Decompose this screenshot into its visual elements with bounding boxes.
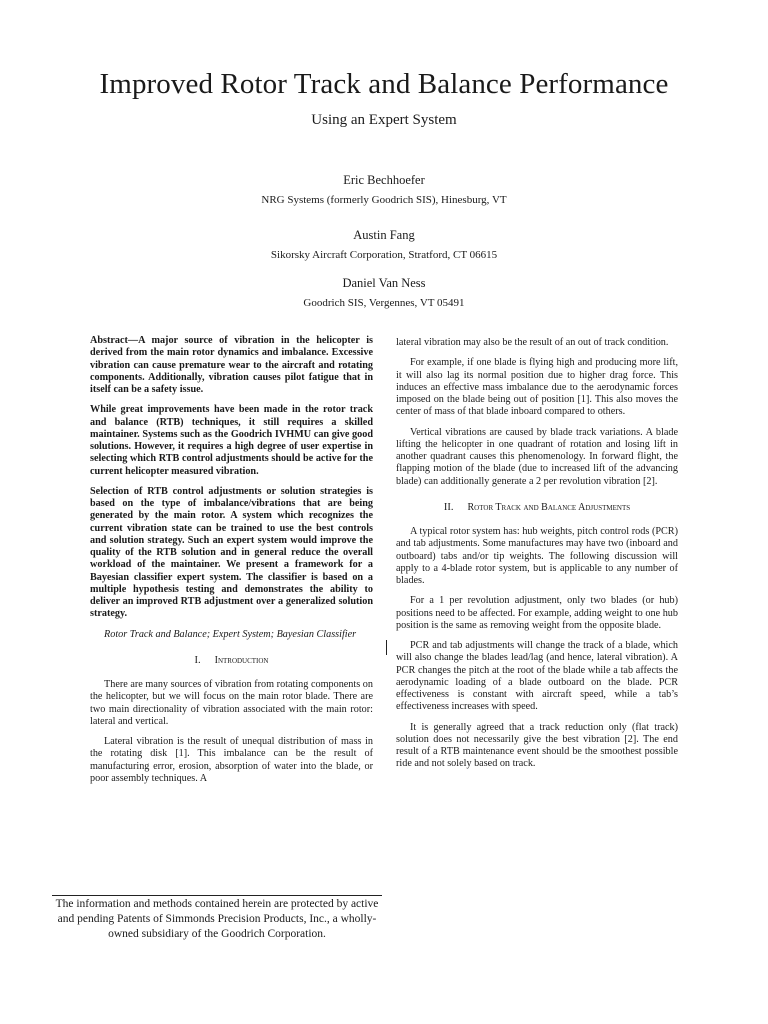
author-name: Daniel Van Ness [342,276,426,290]
author-affiliation: Goodrich SIS, Vergennes, VT 05491 [303,297,465,309]
footnote-divider [52,895,382,896]
section-number: I. [194,654,201,666]
body-paragraph: It is generally agreed that a track reduction only (flat track) solution does not necessarily give the best vibration [2]. The end result of a RTB maintenance event should be the smoothest possible ride and not solely based on track. [396,721,678,770]
section-title: Introduction [214,654,269,666]
author-affiliation: Sikorsky Aircraft Corporation, Stratford, CT 06615 [270,249,498,261]
body-paragraph: Lateral vibration is the result of unequal distribution of mass in the rotating disk [1]. This imbalance can be the result of manufacturing error, erosion, absorption of water into the blade, or poor assembly techniques. A [90,736,373,784]
footnote: The information and methods contained herein are protected by active and pending Patents of Simmonds Precision Products, Inc., a wholly-owned subsidiary of the Goodrich Corporation. [55,898,379,940]
keywords: Rotor Track and Balance; Expert System; Bayesian Classifier [104,628,357,640]
paper-subtitle: Using an Expert System [311,112,457,128]
author-name: Austin Fang [353,228,415,242]
body-paragraph: For example, if one blade is flying high and producing more lift, it will also lag its normal position due to higher drag force. This induces an effective mass imbalance due to the aerodynamic forces imposed on the blade being out of position [1]. This also moves the center of mass of that blade inboard compared to others. [396,357,678,418]
body-paragraph: Vertical vibrations are caused by blade track variations. A blade lifting the helicopter in one quadrant of rotation and losing lift in another quadrant causes this phenomenology. In forward flight, the flapping motion of the blade (due to increased lift of the advancing blade) can additionally generate a 2 per revolution vibration [2]. [396,426,678,487]
body-paragraph: A typical rotor system has: hub weights, pitch control rods (PCR) and tab adjustments. Some manufactures may have two (inboard and outboard) tabs and/or tip weights. The following discussion will apply to a 4-blade rotor system, but is applicable to any number of blades. [396,526,678,586]
body-paragraph: There are many sources of vibration from rotating components on the helicopter, but we will focus on the main rotor blade. There are two main directionality of vibration associated with the main rotor: lateral and vertical. [90,679,373,727]
abstract-paragraph: While great improvements have been made in the rotor track and balance (RTB) techniques, it still requires a skilled maintainer. Systems such as the Goodrich IVHMU can give good solutions. However, it requires a high degree of user expertise in selecting which RTB control adjustments should be active for the current helicopter measured vibration. [90,404,373,477]
body-paragraph: lateral vibration may also be the result of an out of track condition. [396,337,669,348]
right-column [396,337,678,779]
body-paragraph: PCR and tab adjustments will change the track of a blade, which will also change the blades lead/lag (and hence, lateral vibration). A PCR changes the pitch at the root of the blade while a tab affects the aerodynamic loading of a blade outboard on the blade. PCR effectiveness is constant with aircraft speed, while a tab’s effectiveness increases with speed. [396,640,678,713]
abstract-paragraph: Abstract—A major source of vibration in the helicopter is derived from the main rotor dynamics and imbalance. Excessive vibration can cause premature wear to the aircraft and rotating components. Additionally, vibration causes pilot fatigue that in itself can be a safety issue. [90,335,373,395]
section-heading-rtb [396,502,678,514]
section-number: II. [443,501,454,513]
author-affiliation: NRG Systems (formerly Goodrich SIS), Hinesburg, VT [261,194,507,206]
abstract-paragraph: Selection of RTB control adjustments or solution strategies is based on the type of imbalance/vibrations that are being generated by the main rotor. A system which recognizes the current vibration state can be trained to use the best controls and solution strategy. Such an expert system would improve the quality of the RTB solution and in general reduce the overall workload of the maintainer. We present a framework for a Bayesian classifier expert system. The classifier is based on a multiple hypothesis testing and demonstrates the ability to deliver an improved RTB adjustment over a generalized solution strategy. [90,485,373,620]
section-heading-introduction [90,655,373,667]
paper-title: Improved Rotor Track and Balance Performance [99,68,669,100]
body-paragraph: For a 1 per revolution adjustment, only two blades (or hub) positions need to be affected. For example, adding weight to one hub position is the same as removing weight from the opposite blade. [396,595,678,631]
change-bar [386,640,387,655]
author-name: Eric Bechhoefer [343,173,425,187]
left-column [90,335,373,793]
section-title: Rotor Track and Balance Adjustments [467,501,631,513]
